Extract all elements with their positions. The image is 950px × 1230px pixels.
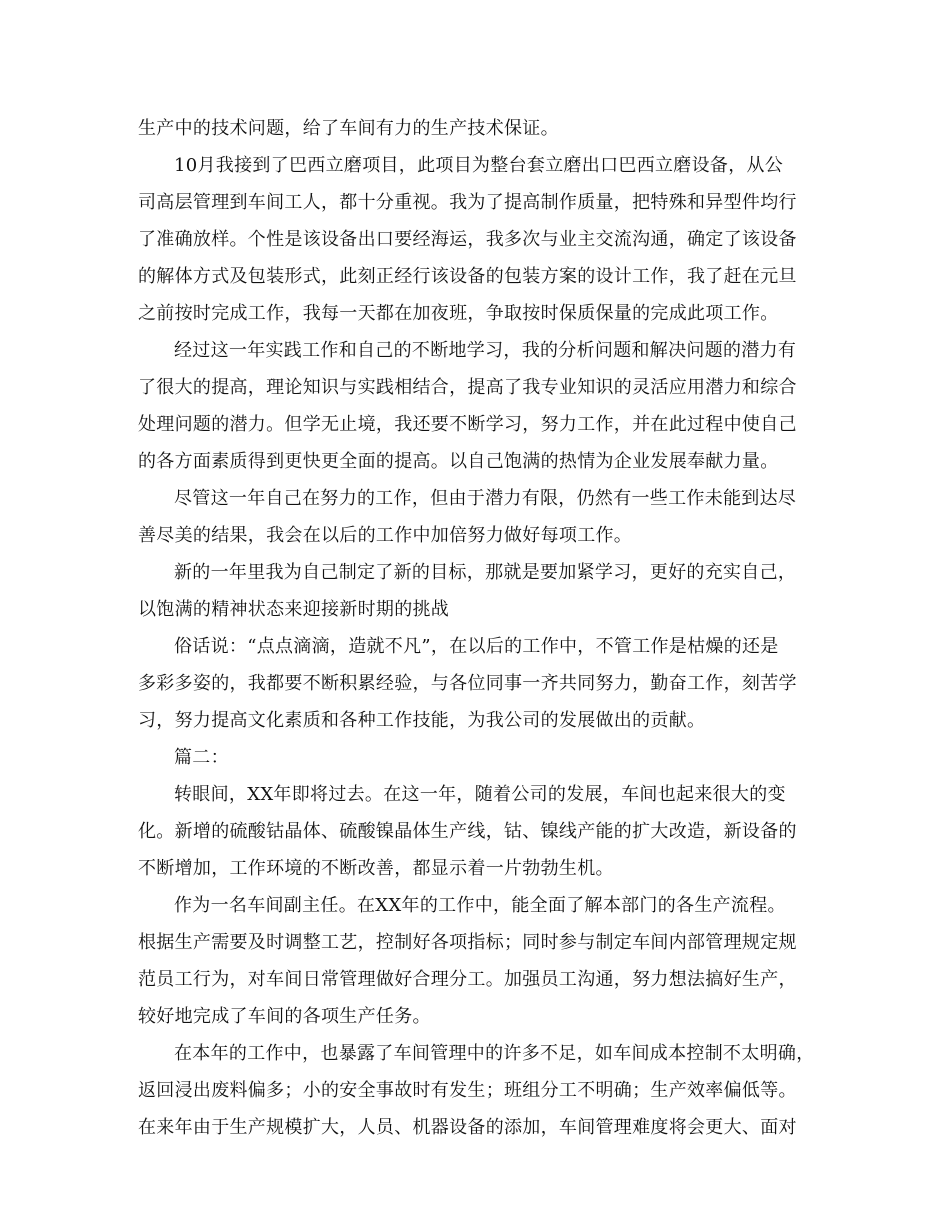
- text-line: 范员工行为，对车间日常管理做好合理分工。加强员工沟通，努力想法搞好生产，: [138, 969, 797, 990]
- text-line: 的各方面素质得到更快更全面的提高。以自己饱满的热情为企业发展奉献力量。: [138, 451, 779, 472]
- text-line: 以饱满的精神状态来迎接新时期的挑战: [138, 599, 450, 620]
- text-line: 尽管这一年自己在努力的工作，但由于潜力有限，仍然有一些工作未能到达尽: [174, 488, 797, 509]
- text-line: 经过这一年实践工作和自己的不断地学习，我的分析问题和解决问题的潜力有: [174, 340, 797, 361]
- text-line: 篇二：: [174, 747, 229, 768]
- text-line: 司高层管理到车间工人，都十分重视。我为了提高制作质量，把特殊和异型件均行: [138, 192, 797, 213]
- text-line: 新的一年里我为自己制定了新的目标，那就是要加紧学习，更好的充实自己，: [174, 562, 797, 583]
- text-line: 多彩多姿的，我都要不断积累经验，与各位同事一齐共同努力，勤奋工作，刻苦学: [138, 673, 797, 694]
- text-line: 返回浸出废料偏多；小的安全事故时有发生；班组分工不明确；生产效率偏低等。: [138, 1080, 797, 1101]
- text-line: 处理问题的潜力。但学无止境，我还要不断学习，努力工作，并在此过程中使自己: [138, 414, 797, 435]
- text-line: 化。新增的硫酸钴晶体、硫酸镍晶体生产线，钴、镍线产能的扩大改造，新设备的: [138, 821, 797, 842]
- text-line: 之前按时完成工作，我每一天都在加夜班，争取按时保质保量的完成此项工作。: [138, 303, 779, 324]
- text-line: 生产中的技术问题，给了车间有力的生产技术保证。: [138, 118, 559, 139]
- text-line: 在本年的工作中，也暴露了车间管理中的许多不足，如车间成本控制不太明确，: [174, 1043, 814, 1064]
- text-line: 习，努力提高文化素质和各种工作技能，为我公司的发展做出的贡献。: [138, 710, 706, 731]
- text-line: 俗话说：“点点滴滴，造就不凡”，在以后的工作中，不管工作是枯燥的还是: [174, 636, 779, 657]
- text-line: 善尽美的结果，我会在以后的工作中加倍努力做好每项工作。: [138, 525, 633, 546]
- text-line: 转眼间，XX年即将过去。在这一年，随着公司的发展，车间也起来很大的变: [174, 784, 786, 805]
- text-line: 不断增加，工作环境的不断改善，都显示着一片勃勃生机。: [138, 858, 614, 879]
- document-page: [138, 110, 814, 1146]
- text-line: 了很大的提高，理论知识与实践相结合，提高了我专业知识的灵活应用潜力和综合: [138, 377, 797, 398]
- text-line: 作为一名车间副主任。在XX年的工作中，能全面了解本部门的各生产流程。: [174, 895, 786, 916]
- text-line: 10月我接到了巴西立磨项目，此项目为整台套立磨出口巴西立磨设备，从公: [174, 155, 784, 176]
- text-line: 根据生产需要及时调整工艺，控制好各项指标；同时参与制定车间内部管理规定规: [138, 932, 797, 953]
- text-line: 较好地完成了车间的各项生产任务。: [138, 1006, 431, 1027]
- text-line: 了准确放样。个性是该设备出口要经海运，我多次与业主交流沟通，确定了该设备: [138, 229, 797, 250]
- text-line: 的解体方式及包装形式，此刻正经行该设备的包装方案的设计工作，我了赶在元旦: [138, 266, 797, 287]
- text-line: 在来年由于生产规模扩大，人员、机器设备的添加，车间管理难度将会更大、面对: [138, 1117, 797, 1138]
